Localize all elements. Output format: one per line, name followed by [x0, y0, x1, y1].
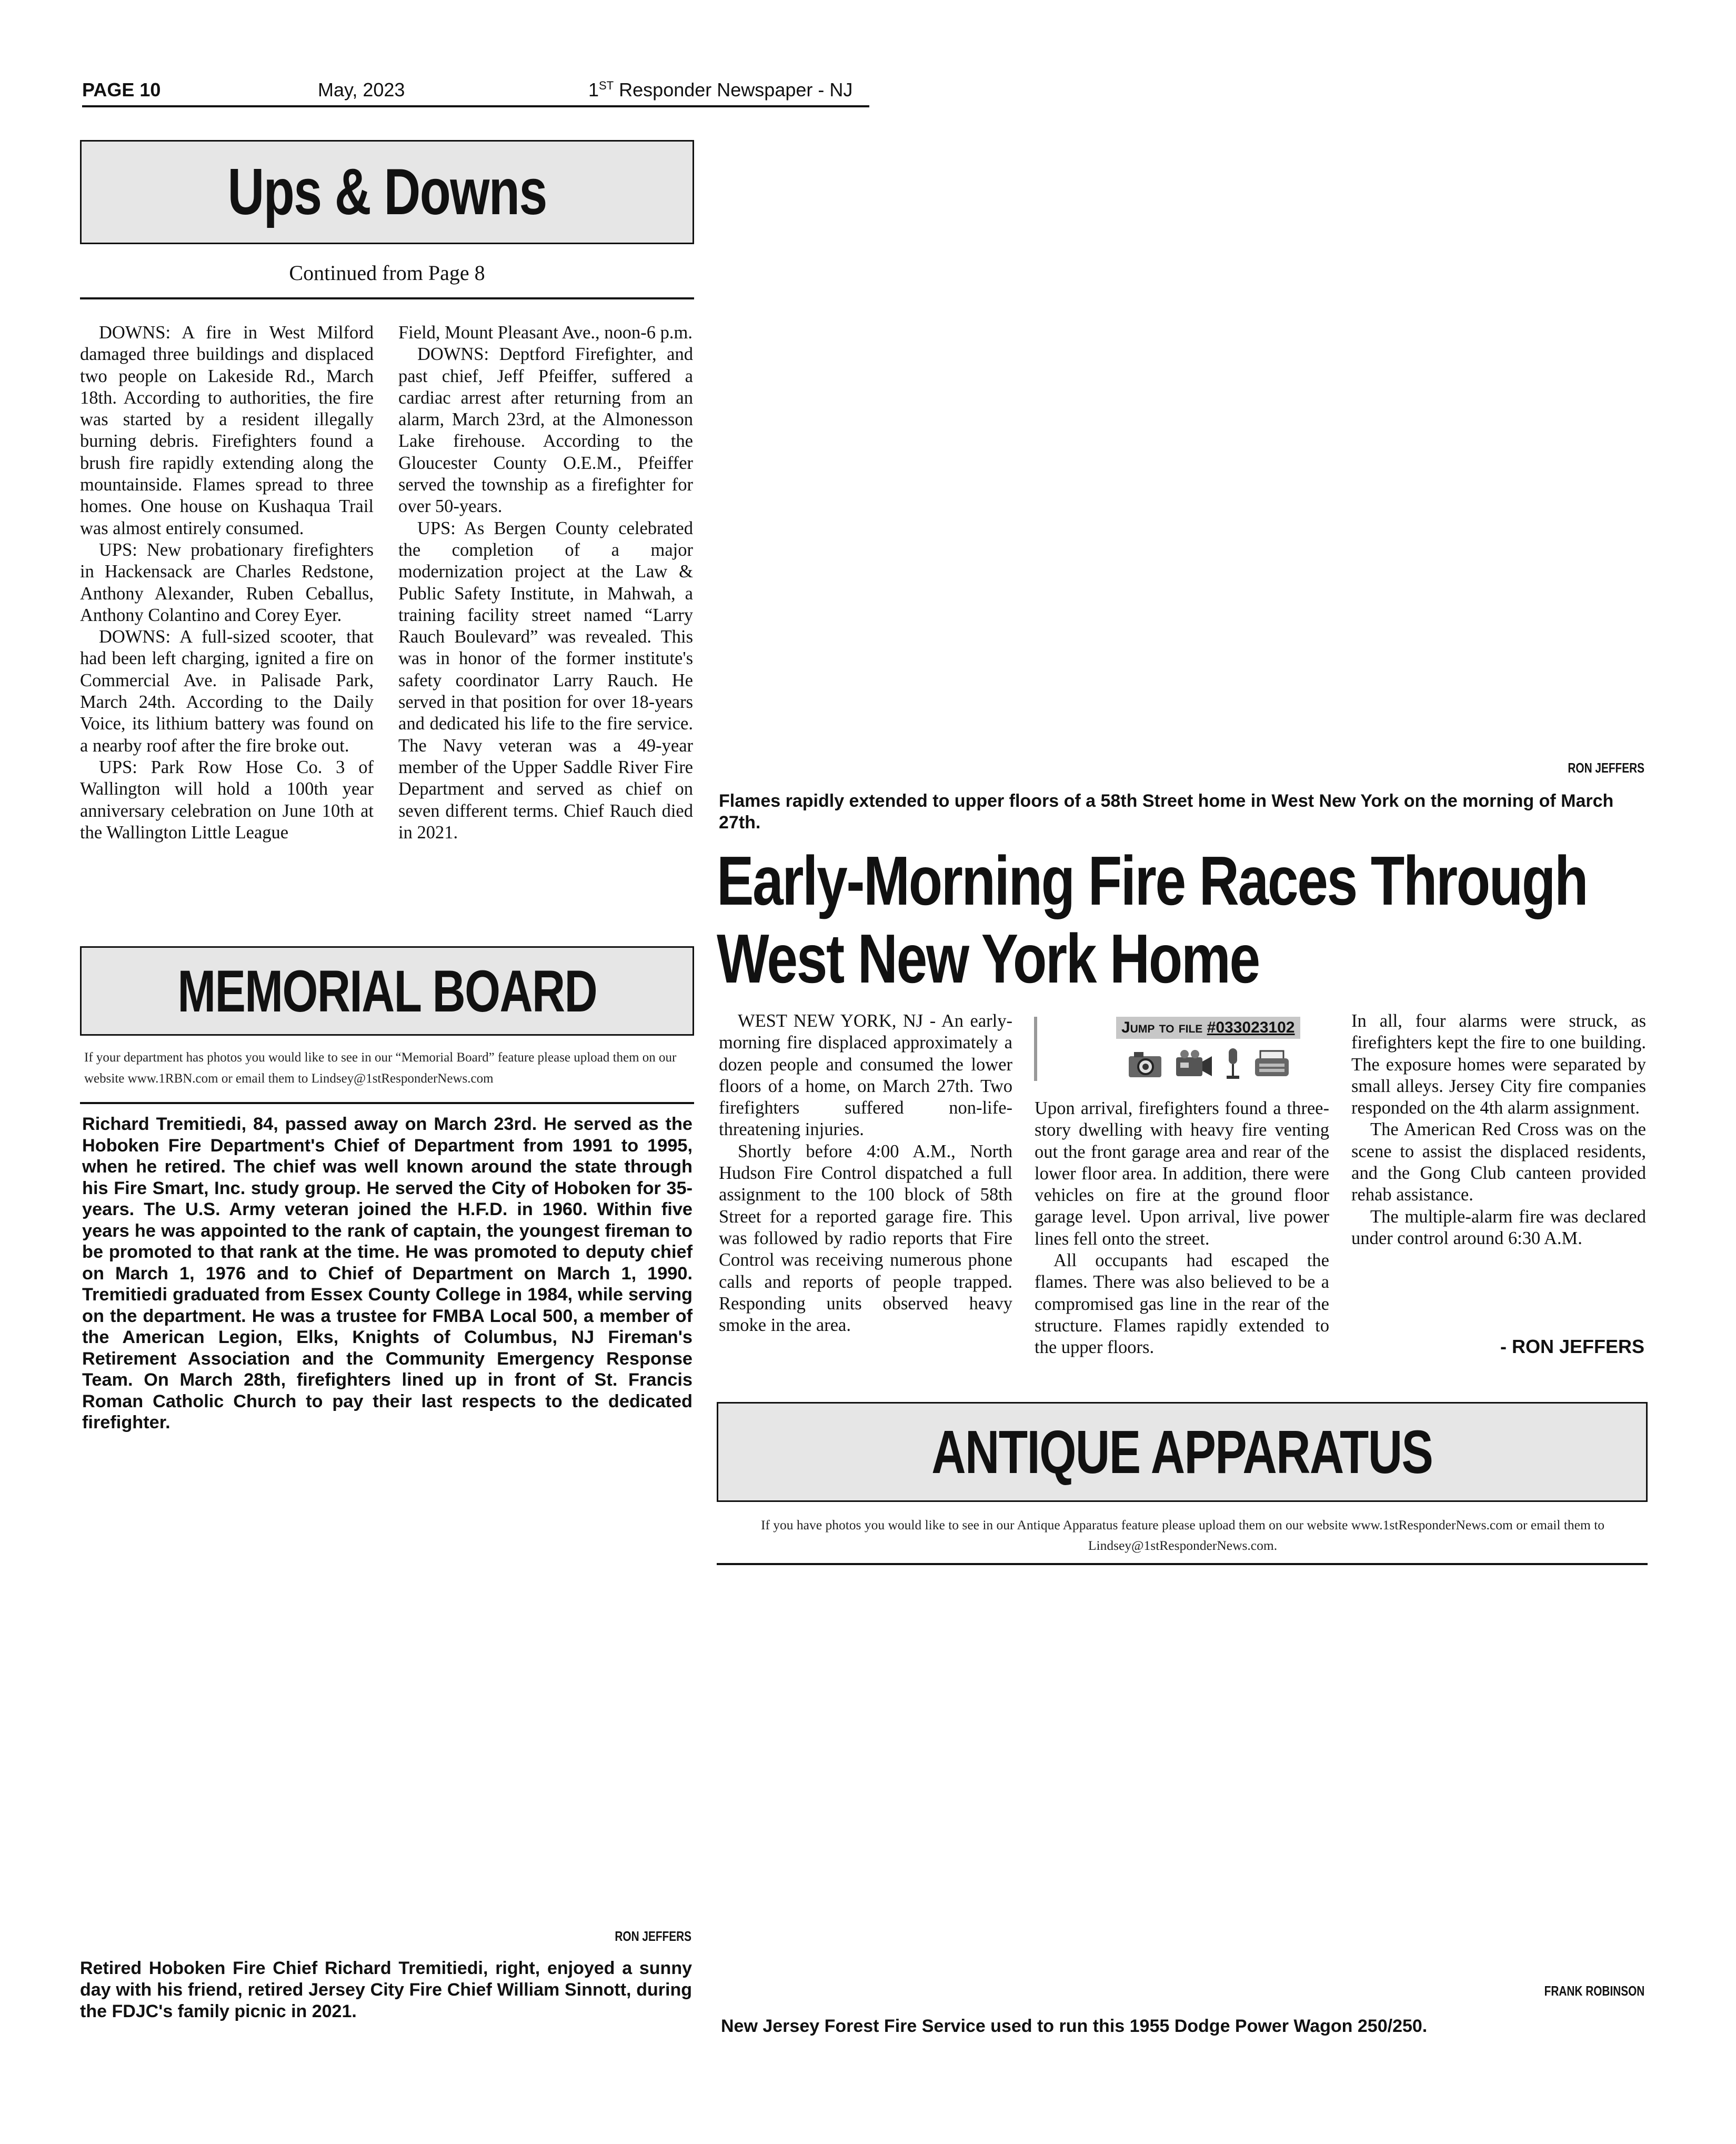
page-number: PAGE 10 — [82, 79, 161, 101]
memorial-rule — [80, 1102, 694, 1104]
fire-story-paragraph: Shortly before 4:00 A.M., North Hudson Fire Control dispatched a full assignment to the 100 block of 58th Street for a reported garage fire. This was followed by radio reports that Fire Control was receiving numerous phone calls and reports of people trapped. Responding units observed heavy smoke in the area. — [719, 1141, 1012, 1336]
fire-story-paragraph: WEST NEW YORK, NJ - An early-morning fire displaced approximately a dozen people and consumed the lower floors of a home, on March 27th. Two firefighters suffered non-life-threatening injuries. — [719, 1011, 1012, 1140]
ups-downs-column-2 — [398, 322, 693, 844]
memorial-obituary: Richard Tremitiedi, 84, passed away on March 23rd. He served as the Hoboken Fire Department's Chief of Department from 1991 to 1995, when he retired. The chief was well known around the state through his Fire Smart, Inc. study group. He served the City of Hoboken for 35-years. The U.S. Army veteran joined the H.F.D. in 1960. Within five years he was appointed to the rank of captain, the youngest fireman to be promoted to that rank at the time. He was promoted to deputy chief on March 1, 1976 and to Chief of Department on March 1, 1990. Tremitiedi graduated from Essex County College in 1984, while serving on the department. He was a trustee for FMBA Local 500, a member of the American Legion, Elks, Knights of Columbus, NJ Fireman's Retirement Association and the Community Emergency Response Team. On March 28th, firefighters lined up in front of St. Francis Roman Catholic Church to pay their last respects to the dedicated firefighter. — [82, 1114, 693, 1432]
fire-story-column-3 — [1351, 1010, 1646, 1249]
fire-headline-line-2: West New York Home — [717, 920, 1259, 997]
ups-downs-rule — [80, 297, 694, 299]
ups-downs-item: UPS: Park Row Hose Co. 3 of Wallington will hold a 100th year anniversary celebration on June 10th at the Wallington Little League — [80, 757, 374, 843]
ups-downs-item: DOWNS: A fire in West Milford damaged three buildings and displaced two people on Lakeside Rd., March 18th. According to authorities, the fire was started by a resident illegally burning debris. Firefighters found a brush fire rapidly extending along the mountainside. Flames spread to three homes. One house on Kushaqua Trail was almost entirely consumed. — [80, 323, 374, 538]
typewriter-icon[interactable] — [1253, 1047, 1291, 1081]
memorial-photo-caption: Retired Hoboken Fire Chief Richard Tremitiedi, right, enjoyed a sunny day with his friend, retired Jersey City Fire Chief William Sinnott, during the FDJC's family picnic in 2021. — [80, 1958, 692, 2021]
microphone-icon[interactable] — [1222, 1047, 1243, 1081]
jump-number[interactable]: #033023102 — [1207, 1019, 1295, 1036]
memorial-heading-box — [80, 946, 694, 1036]
antique-note: If you have photos you would like to see in our Antique Apparatus feature please upload them on our website www.1stResponderNews.com or email them to Lindsey@1stResponderNews.com. — [760, 1517, 1605, 1553]
antique-photo-credit: FRANK ROBINSON — [1544, 1983, 1644, 1999]
fire-story-paragraph: In all, four alarms were struck, as firefighters kept the fire to one building. The exposure homes were separated by small alleys. Jersey City fire companies responded on the 4th alarm assignment. — [1351, 1011, 1646, 1118]
ups-downs-item: UPS: New probationary firefighters in Hackensack are Charles Redstone, Anthony Alexander, Ruben Ceballus, Anthony Colantino and Corey Eyer. — [80, 539, 374, 625]
memorial-photo-credit: RON JEFFERS — [615, 1928, 691, 1944]
ups-downs-heading-box — [80, 140, 694, 244]
ups-downs-item: UPS: As Bergen County celebrated the completion of a major modernization project at the Law & Public Safety Institute, in Mahwah, a training facility street named “Larry Rauch Boulevard” was revealed. This was in honor of the former institute's safety coordinator Larry Rauch. He served in that position for over 18-years and dedicated his life to the fire service. The Navy veteran was a 49-year member of the Upper Saddle River Fire Department and served as chief on seven different terms. Chief Rauch died in 2021. — [398, 518, 693, 843]
fire-story-column-2 — [1035, 1098, 1329, 1359]
memorial-note: If your department has photos you would like to see in our “Memorial Board” feature please upload them on our website www.1RBN.com or email them to Lindsey@1stResponderNews.com — [84, 1050, 677, 1086]
antique-title: ANTIQUE APPARATUS — [931, 1418, 1433, 1486]
fire-story-paragraph: All occupants had escaped the flames. There was also believed to be a compromised gas line in the rear of the structure. Flames rapidly extended to the upper floors. — [1035, 1250, 1329, 1358]
fire-story-byline: - RON JEFFERS — [1500, 1336, 1644, 1357]
continued-note: Continued from Page 8 — [289, 261, 485, 285]
memorial-title: MEMORIAL BOARD — [177, 958, 597, 1024]
header-rule — [82, 105, 869, 107]
fire-photo-caption: Flames rapidly extended to upper floors of a 58th Street home in West New York on the morning of March 27th. — [719, 791, 1614, 833]
antique-photo-caption: New Jersey Forest Fire Service used to run this 1955 Dodge Power Wagon 250/250. — [721, 2016, 1428, 2036]
paper-name: 1ST Responder Newspaper - NJ — [588, 79, 853, 101]
fire-story-column-1 — [719, 1010, 1012, 1336]
camera-icon[interactable] — [1127, 1047, 1163, 1081]
issue-date: May, 2023 — [318, 79, 405, 101]
jump-label: Jump to file — [1121, 1019, 1207, 1036]
antique-rule — [717, 1563, 1648, 1565]
jump-to-file-link[interactable] — [1116, 1017, 1300, 1039]
ups-downs-continued-text: Field, Mount Pleasant Ave., noon-6 p.m. — [398, 323, 693, 343]
ups-downs-item: DOWNS: Deptford Firefighter, and past chief, Jeff Pfeiffer, suffered a cardiac arrest after returning from an alarm, March 23rd, at the Almonesson Lake firehouse. According to the Gloucester County O.E.M., Pfeiffer served the township as a firefighter for over 50-years. — [398, 344, 693, 517]
fire-headline-line-1: Early-Morning Fire Races Through — [717, 842, 1588, 919]
ups-downs-title: Ups & Downs — [227, 156, 547, 228]
jump-to-file-box — [1034, 1017, 1339, 1081]
antique-heading-box — [717, 1402, 1648, 1502]
fire-story-paragraph: Upon arrival, firefighters found a three-story dwelling with heavy fire venting out the front garage area and rear of the lower floor area. In addition, there were vehicles on fire at the ground floor garage level. Upon arrival, live power lines fell onto the street. — [1035, 1098, 1329, 1249]
fire-photo-credit: RON JEFFERS — [1568, 760, 1644, 776]
video-camera-icon[interactable] — [1173, 1047, 1213, 1081]
fire-story-paragraph: The multiple-alarm fire was declared under control around 6:30 A.M. — [1351, 1206, 1646, 1248]
jump-media-icons — [1127, 1047, 1291, 1081]
ups-downs-item: DOWNS: A full-sized scooter, that had been left charging, ignited a fire on Commercial Ave. in Palisade Park, March 24th. According to the Daily Voice, its lithium battery was found on a nearby roof after the fire broke out. — [80, 627, 374, 756]
ups-downs-column-1 — [80, 322, 374, 844]
fire-story-paragraph: The American Red Cross was on the scene to assist the displaced residents, and the Gong Club canteen provided rehab assistance. — [1351, 1119, 1646, 1205]
